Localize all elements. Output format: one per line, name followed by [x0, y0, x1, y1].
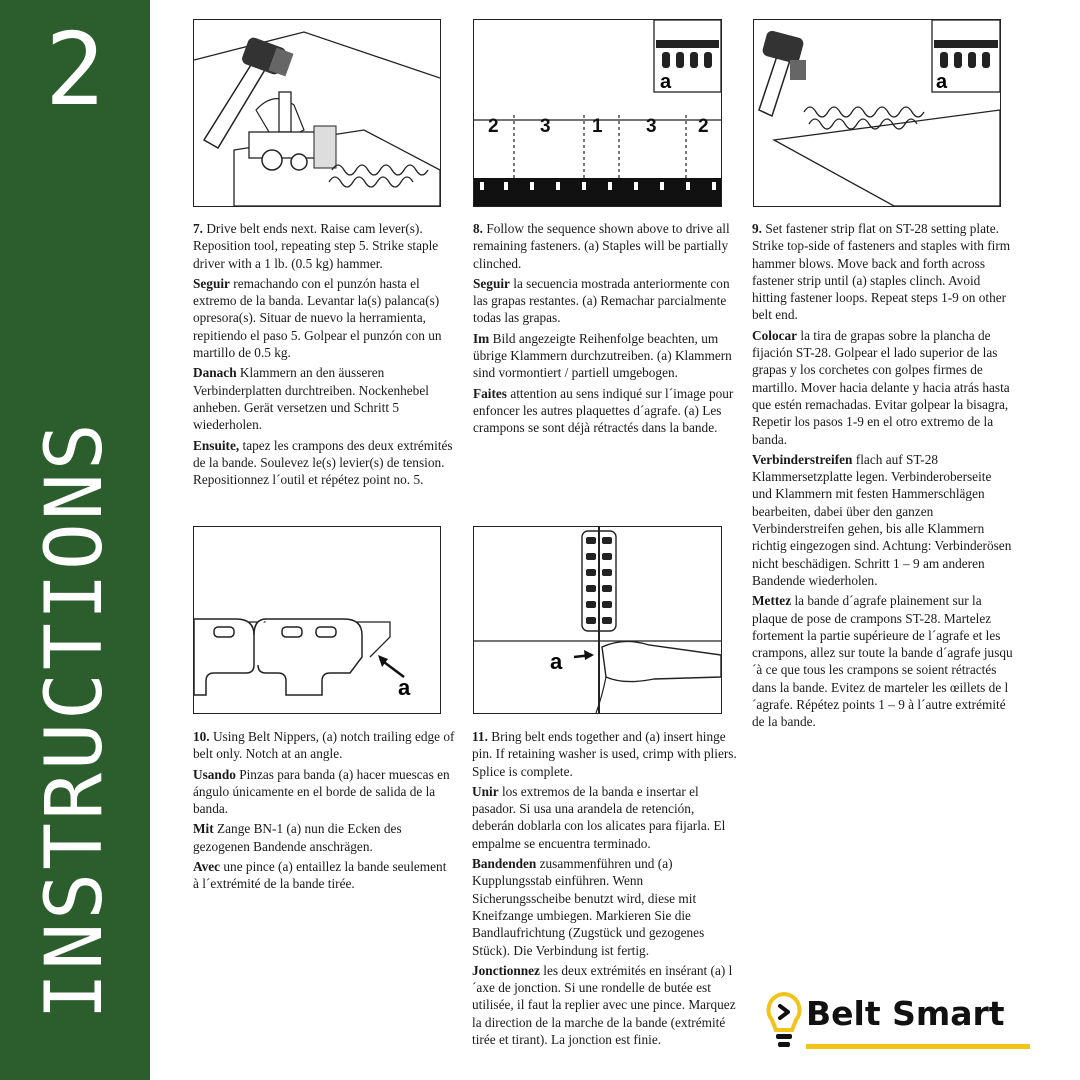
step-8-de: Im Bild angezeigte Reihenfolge beachten, um übrige Klammern durchzutreiben. (a) Klammern sind vormontiert / partiell umgebogen.	[473, 330, 732, 381]
logo-underline	[806, 1044, 1030, 1049]
sequence-number-1: 2	[488, 116, 499, 137]
sequence-number-5: 2	[698, 116, 709, 137]
figure-step-8	[473, 19, 722, 207]
step-7-fr: Ensuite, tapez les crampons des deux extrémités de la bande. Soulevez le(s) levier(s) de tension. Repositionnez l´outil et répétez point no. 5.	[193, 437, 453, 488]
step-11-de: Bandenden zusammenführen und (a) Kupplungsstab einführen. Wenn Sicherungsscheibe benutzt wird, diese mit Kneifzange umbiegen. Markieren Sie die Bandlaufrichtung (Zugstück und gezogenes Stück). Die Verbindung ist fertig.	[472, 856, 705, 958]
step-9-text	[752, 220, 1014, 734]
sequence-number-2: 3	[540, 116, 551, 137]
figure-step-7	[193, 19, 441, 207]
step-7-en: 7. Drive belt ends next. Raise cam lever(s). Reposition tool, repeating step 5. Strike staple driver with a 1 lb. (0.5 kg) hammer.	[193, 221, 439, 271]
figure-label-a: a	[936, 71, 948, 93]
sidebar	[0, 0, 150, 1080]
step-10-es: Usando Pinzas para banda (a) hacer muescas en ángulo únicamente en el borde de salida de la banda.	[193, 766, 450, 817]
step-11-fr: Jonctionnez les deux extrémités en insérant (a) l´axe de jonction. Si une rondelle de butée est utilisée, il faut la replier avec une pince. Marquez la direction de la marche de la bande (extrémité tirée et tirant). La jonction est finie.	[472, 962, 736, 1048]
step-8-en: 8. Follow the sequence shown above to drive all remaining fasteners. (a) Staples will be partially clinched.	[473, 221, 730, 271]
step-10-text	[193, 728, 455, 896]
step-8-fr: Faites attention au sens indiqué sur l´image pour enfoncer les autres plaquettes d´agrafe. (a) Les crampons se sont déjà rétractés dans la bande.	[473, 385, 734, 436]
step-7-es: Seguir remachando con el punzón hasta el extremo de la banda. Levantar la(s) palanca(s) opresora(s). Situar de nuevo la herramienta, repitiendo el paso 5. Golpear el punzón con un martillo de 0.5 kg.	[193, 275, 442, 361]
step-8-es: Seguir la secuencia mostrada anteriormente con las grapas restantes. (a) Remachar parcialmente todas las grapas.	[473, 275, 730, 326]
figure-step-11	[473, 526, 722, 714]
step-number: 10.	[193, 729, 210, 744]
belt-smart-logo	[762, 990, 1034, 1052]
figure-label-a: a	[550, 649, 563, 674]
lightbulb-icon	[762, 990, 806, 1052]
step-8-text	[473, 220, 735, 440]
step-7-de: Danach Klammern an den äusseren Verbinderplatten durchtreiben. Nockenhebel anheben. Gerät versetzen und Schritt 5 wiederholen.	[193, 365, 429, 433]
logo-wordmark: Belt Smart	[806, 994, 1005, 1033]
hammer-strip-illustration	[754, 20, 1000, 206]
step-10-fr: Avec une pince (a) entaillez la bande seulement à l´extrémité de la bande tirée.	[193, 859, 447, 892]
step-group-number: 2	[44, 11, 106, 128]
figure-step-10	[193, 526, 441, 714]
hammer-tool-illustration	[194, 20, 440, 206]
step-number: 8.	[473, 221, 483, 236]
step-number: 11.	[472, 729, 488, 744]
sequence-number-3: 1	[592, 116, 603, 137]
sequence-number-4: 3	[646, 116, 657, 137]
step-11-en: 11. Bring belt ends together and (a) insert hinge pin. If retaining washer is used, crimp with pliers. Splice is complete.	[472, 729, 737, 779]
figure-label-a: a	[660, 71, 672, 93]
step-number: 7.	[193, 221, 203, 236]
belt-notch-illustration	[194, 527, 440, 713]
step-7-text	[193, 220, 458, 491]
sidebar-title: INSTRUCTIONS	[30, 420, 120, 1020]
step-number: 9.	[752, 221, 762, 236]
step-11-text	[472, 728, 737, 1051]
step-10-de: Mit Zange BN-1 (a) nun die Ecken des gezogenen Bandende anschrägen.	[193, 821, 402, 854]
step-9-de: Verbinderstreifen flach auf ST-28 Klammersetzplatte legen. Verbinderoberseite und Klammern mit festen Hammerschlägen bearbeiten, dabei über den ganzen Verbinderstreifen gehen, bis alle Klammern richtig eingezogen sind. Achtung: Verbinderösen nicht beschädigen. Schritt 1 – 9 am anderen Bandende wiederholen.	[752, 451, 1012, 588]
step-10-en: 10. Using Belt Nippers, (a) notch trailing edge of belt only. Notch at an angle.	[193, 729, 455, 762]
step-9-es: Colocar la tira de grapas sobre la plancha de fijación ST-28. Golpear el lado superior de las grapas y los corchetes con golpes firmes de martillo. Mover hacia delante y hacia atrás hasta que estén remachadas. Evitar golpear la bisagra, Repetir los pasos 1-9 en el otro extremo de la banda.	[752, 327, 1010, 447]
hinge-pin-illustration	[474, 527, 721, 713]
step-9-en: 9. Set fastener strip flat on ST-28 setting plate. Strike top-side of fasteners and staples with firm hammer blows. Move back and forth across fastener strip until (a) staples clinch. Avoid hitting fastener loops. Repeat steps 1-9 on other belt end.	[752, 221, 1011, 323]
step-9-fr: Mettez la bande d´agrafe plainement sur la plaque de pose de crampons ST-28. Martelez fortement la partie supérieure de l´agrafe et les crampons, allez sur toute la bande d´agrafe jusqu´à ce que tous les crampons se soient rétractés dans la bande. Evitez de marteler les œillets de l´agrafe. Répétez points 1 – 9 à l´autre extrémité de la bande.	[752, 593, 1013, 730]
step-11-es: Unir los extremos de la banda e insertar el pasador. Si usa una arandela de retención, deberán doblarla con los alicates para fijarla. El empalme se encuentra terminado.	[472, 783, 726, 851]
figure-step-9	[753, 19, 1001, 207]
fastener-sequence-illustration	[474, 20, 721, 206]
figure-label-a: a	[398, 675, 411, 700]
